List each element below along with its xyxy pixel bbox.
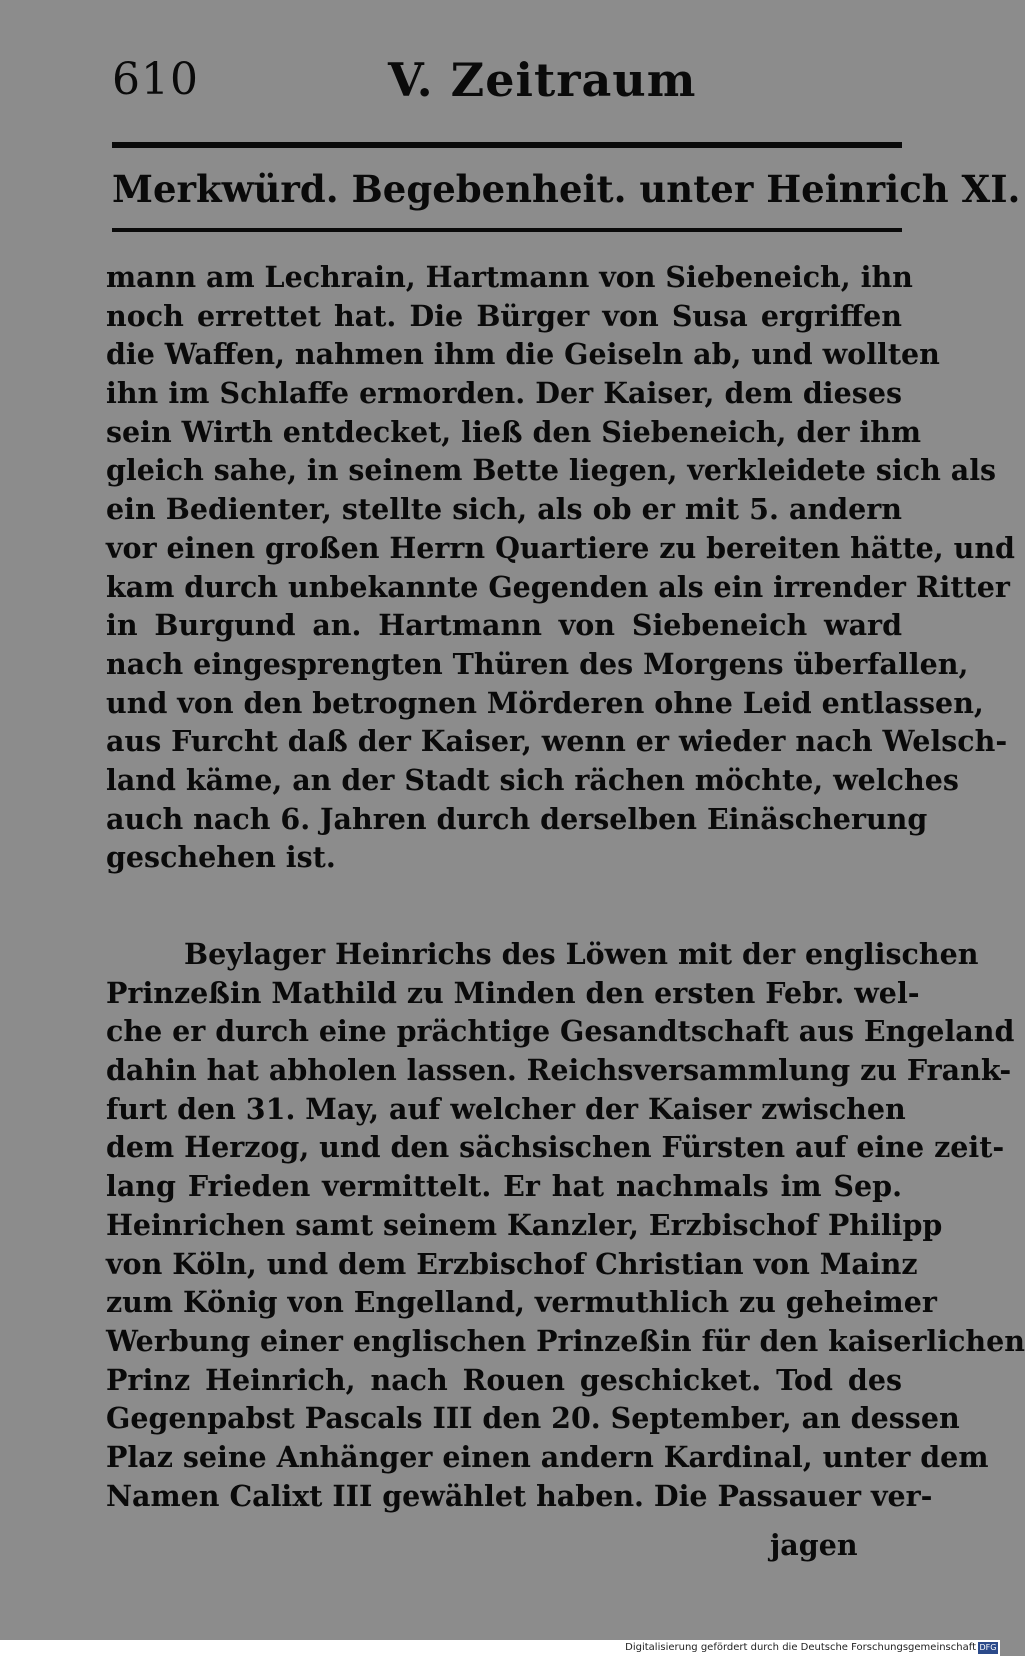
text-line: vor einen großen Herrn Quartiere zu bereiten hätte, und: [106, 530, 1015, 565]
text-line: in Burgund an. Hartmann von Siebeneich ward: [106, 608, 902, 643]
text-line: Gegenpabst Pascals III den 20. September, an dessen: [106, 1401, 960, 1436]
text-line: lang Frieden vermittelt. Er hat nachmals im Sep.: [106, 1169, 902, 1204]
text-line: sein Wirth entdecket, ließ den Siebeneich, der ihm: [106, 414, 922, 449]
text-line: ihn im Schlaffe ermorden. Der Kaiser, dem dieses: [106, 376, 902, 411]
text-line: Prinz Heinrich, nach Rouen geschicket. Tod des: [106, 1362, 902, 1397]
text-line: gleich sahe, in seinem Bette liegen, verkleidete sich als: [106, 453, 997, 488]
text-line: dahin hat abholen lassen. Reichsversammlung zu Frank-: [106, 1053, 1012, 1088]
text-line: auch nach 6. Jahren durch derselben Einäscherung: [106, 801, 928, 836]
body-text: [106, 258, 1025, 1515]
text-line: dem Herzog, und den sächsischen Fürsten auf eine zeit-: [106, 1130, 1005, 1165]
text-line: land käme, an der Stadt sich rächen möchte, welches: [106, 762, 959, 797]
text-line: Plaz seine Anhänger einen andern Kardinal, unter dem: [106, 1439, 989, 1474]
catchword: jagen: [770, 1528, 858, 1562]
text-line: mann am Lechrain, Hartmann von Siebeneich, ihn: [106, 260, 913, 294]
text-line: furt den 31. May, auf welcher der Kaiser zwischen: [106, 1091, 906, 1126]
section-heading: Merkwürd. Begebenheit. unter Heinrich XI.: [112, 167, 1021, 211]
text-line: noch errettet hat. Die Bürger von Susa ergriffen: [106, 298, 902, 333]
text-line: che er durch eine prächtige Gesandtschaft aus Engeland: [106, 1014, 1015, 1049]
running-title: V. Zeitraum: [388, 53, 697, 107]
dfg-logo: DFG: [979, 1643, 997, 1652]
text-line: Heinrichen samt seinem Kanzler, Erzbischof Philipp: [106, 1207, 943, 1242]
paragraph-1: [106, 258, 1015, 877]
digitization-footer: [0, 1640, 1000, 1656]
paragraph-2: [106, 935, 1025, 1515]
text-line: kam durch unbekannte Gegenden als ein irrender Ritter: [106, 569, 1010, 604]
text-line: Namen Calixt III gewählet haben. Die Passauer ver-: [106, 1478, 933, 1513]
text-line: die Waffen, nahmen ihm die Geiseln ab, und wollten: [106, 337, 940, 372]
text-line: Prinzeßin Mathild zu Minden den ersten Febr. wel-: [106, 975, 920, 1010]
page-number: 610: [112, 54, 199, 105]
text-line: ein Bedienter, stellte sich, als ob er mit 5. andern: [106, 492, 902, 527]
text-line: Beylager Heinrichs des Löwen mit der englischen: [184, 937, 979, 971]
text-line: zum König von Engelland, vermuthlich zu geheimer: [106, 1285, 937, 1320]
page-header: [0, 0, 1000, 120]
footer-credit: Digitalisierung gefördert durch die Deutsche Forschungsgemeinschaft: [625, 1642, 976, 1653]
text-line: nach eingesprengten Thüren des Morgens überfallen,: [106, 646, 969, 681]
text-line: aus Furcht daß der Kaiser, wenn er wieder nach Welsch-: [106, 724, 1008, 759]
text-line: und von den betrognen Mörderen ohne Leid entlassen,: [106, 685, 984, 720]
paragraph-gap: [106, 877, 902, 935]
text-line: geschehen ist.: [106, 840, 336, 875]
text-line: von Köln, und dem Erzbischof Christian von Mainz: [106, 1246, 918, 1281]
header-rule-top: [112, 142, 902, 148]
text-line: Werbung einer englischen Prinzeßin für den kaiserlichen: [106, 1323, 1025, 1358]
header-rule-bottom: [112, 228, 902, 232]
